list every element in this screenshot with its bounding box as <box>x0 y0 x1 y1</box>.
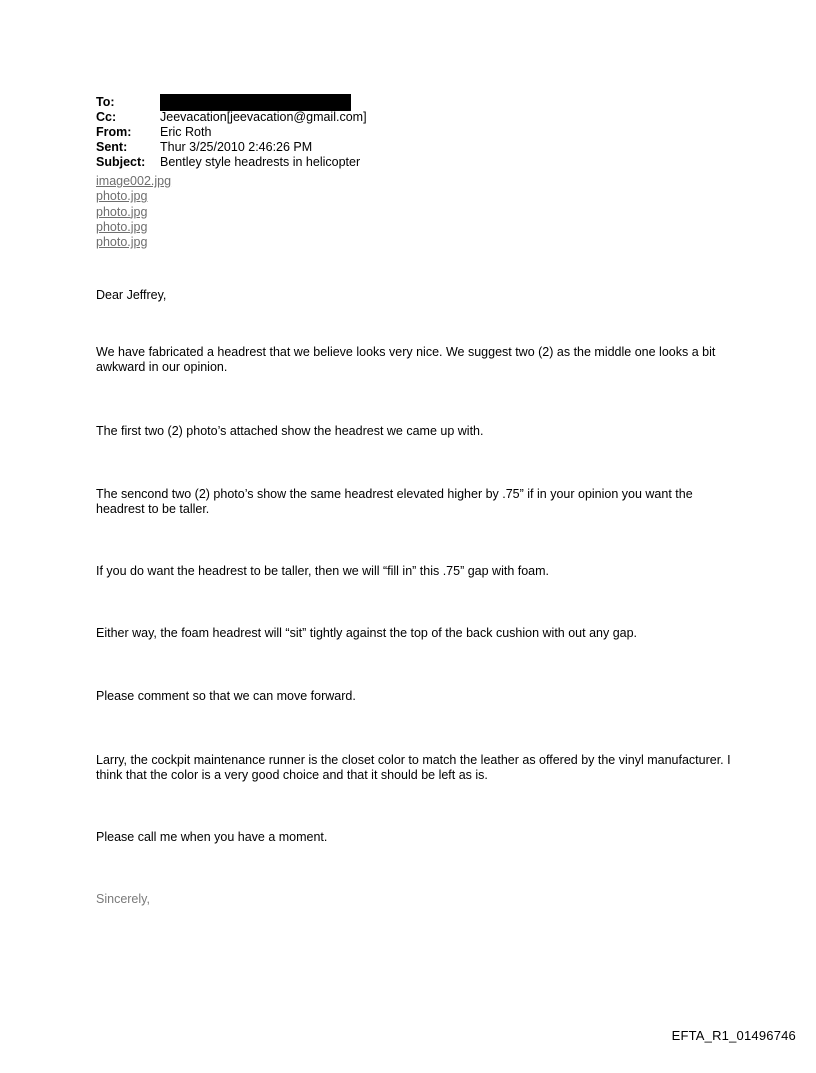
redaction-box <box>160 94 351 111</box>
attachment-link[interactable]: photo.jpg <box>96 219 148 234</box>
body-paragraph: The first two (2) photo’s attached show the headrest we came up with. <box>96 424 484 438</box>
body-paragraph: Either way, the foam headrest will “sit” tightly against the top of the back cushion with out any gap. <box>96 626 638 640</box>
body-paragraph: Please call me when you have a moment. <box>96 830 328 844</box>
sent-row <box>96 140 716 155</box>
email-greeting: Dear Jeffrey, <box>96 288 167 302</box>
sent-value: Thur 3/25/2010 2:46:26 PM <box>160 140 313 154</box>
from-value: Eric Roth <box>160 125 212 139</box>
body-paragraph: The sencond two (2) photo’s show the same headrest elevated higher by .75” if in your opinion you want the headrest to be taller. <box>96 487 693 516</box>
to-row <box>96 95 716 110</box>
body-paragraph: We have fabricated a headrest that we believe looks very nice. We suggest two (2) as the middle one looks a bit awkward in our opinion. <box>96 345 716 374</box>
body-paragraph: Please comment so that we can move forward. <box>96 689 356 703</box>
attachment-link[interactable]: photo.jpg <box>96 235 148 250</box>
attachment-link[interactable]: photo.jpg <box>96 204 148 219</box>
body-paragraph: Larry, the cockpit maintenance runner is the closet color to match the leather as offered by the vinyl manufacturer. I think that the color is a very good choice and that it should be left as is. <box>96 753 731 782</box>
from-row <box>96 125 716 140</box>
attachment-link[interactable]: photo.jpg <box>96 189 148 204</box>
subject-label: Subject: <box>96 155 146 169</box>
to-value <box>160 95 716 111</box>
from-label: From: <box>96 125 132 139</box>
attachment-link[interactable]: image002.jpg <box>96 174 172 188</box>
cc-row <box>96 110 716 125</box>
email-signoff: Sincerely, <box>96 892 150 906</box>
body-paragraph: If you do want the headrest to be taller, then we will “fill in” this .75” gap with foam. <box>96 564 550 578</box>
document-id: EFTA_R1_01496746 <box>671 1028 796 1043</box>
cc-value: Jeevacation[jeevacation@gmail.com] <box>160 110 367 124</box>
cc-label: Cc: <box>96 110 117 124</box>
sent-label: Sent: <box>96 140 128 154</box>
to-label: To: <box>96 95 115 109</box>
subject-value: Bentley style headrests in helicopter <box>160 155 361 169</box>
subject-row <box>96 155 716 170</box>
attachment-list <box>96 174 171 250</box>
email-header <box>96 95 716 170</box>
